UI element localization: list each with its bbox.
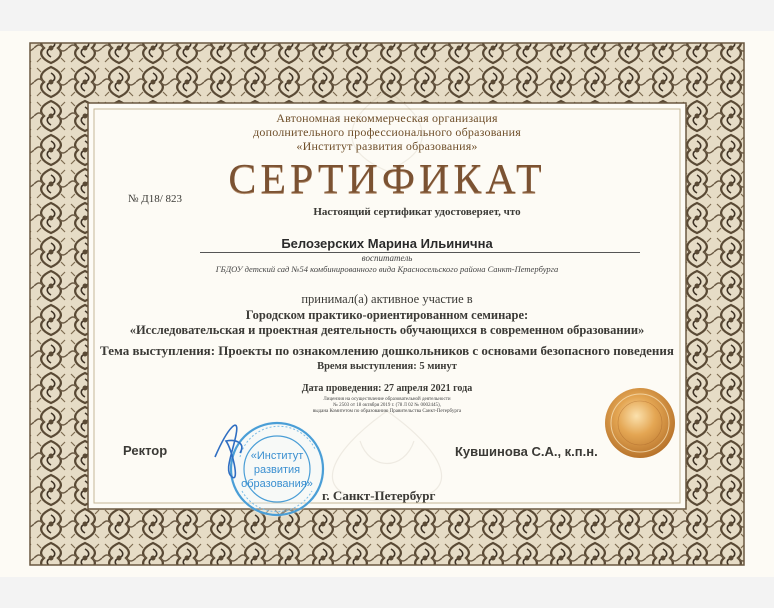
- city-label: г. Санкт-Петербург: [322, 488, 436, 503]
- confirmation-text: Настоящий сертификат удостоверяет, что: [313, 206, 521, 218]
- event-date: Дата проведения: 27 апреля 2021 года: [301, 383, 473, 394]
- organization-line-1: Автономная некоммерческая организация: [276, 111, 498, 125]
- presentation-duration: Время выступления: 5 минут: [317, 361, 457, 372]
- recipient-name: Белозерских Марина Ильинична: [281, 236, 493, 251]
- director-name: Кувшинова С.А., к.п.н.: [455, 444, 598, 459]
- stamp-text-overlay: [229, 421, 325, 517]
- certificate-page: [0, 31, 774, 577]
- presentation-topic: Тема выступления: Проекты по ознакомлению дошкольников с основами безопасного поведения: [100, 343, 674, 358]
- organization-line-3: «Институт развития образования»: [296, 139, 478, 153]
- rector-label: Ректор: [123, 443, 168, 458]
- seminar-type: Городском практико-ориентированном семинаре:: [245, 308, 529, 322]
- seminar-name: «Исследовательская и проектная деятельность обучающихся в современном образовании»: [129, 323, 645, 337]
- recipient-workplace: ГБДОУ детский сад №54 комбинированного вида Красносельского района Санкт-Петербурга: [215, 264, 559, 274]
- recipient-position: воспитатель: [361, 253, 413, 263]
- stamp-line-1: «Институт: [250, 450, 304, 462]
- certificate-number: № Д18/ 823: [128, 193, 183, 205]
- stamp-line-2: развития: [253, 464, 301, 476]
- license-line-2: № 2503 от 18 октября 2019 г. (78 Л 02 № 0002445),: [333, 403, 441, 408]
- participation-text: принимал(а) активное участие в: [301, 292, 473, 306]
- license-line-3: выдана Комитетом по образованию Правительства Санкт-Петербурга: [312, 409, 462, 414]
- stamp-line-3: образования»: [241, 478, 313, 490]
- license-line-1: Лицензия на осуществление образовательной деятельности: [323, 397, 451, 402]
- certificate-title: СЕРТИФИКАТ: [228, 157, 546, 203]
- organization-line-2: дополнительного профессионального образования: [253, 125, 521, 139]
